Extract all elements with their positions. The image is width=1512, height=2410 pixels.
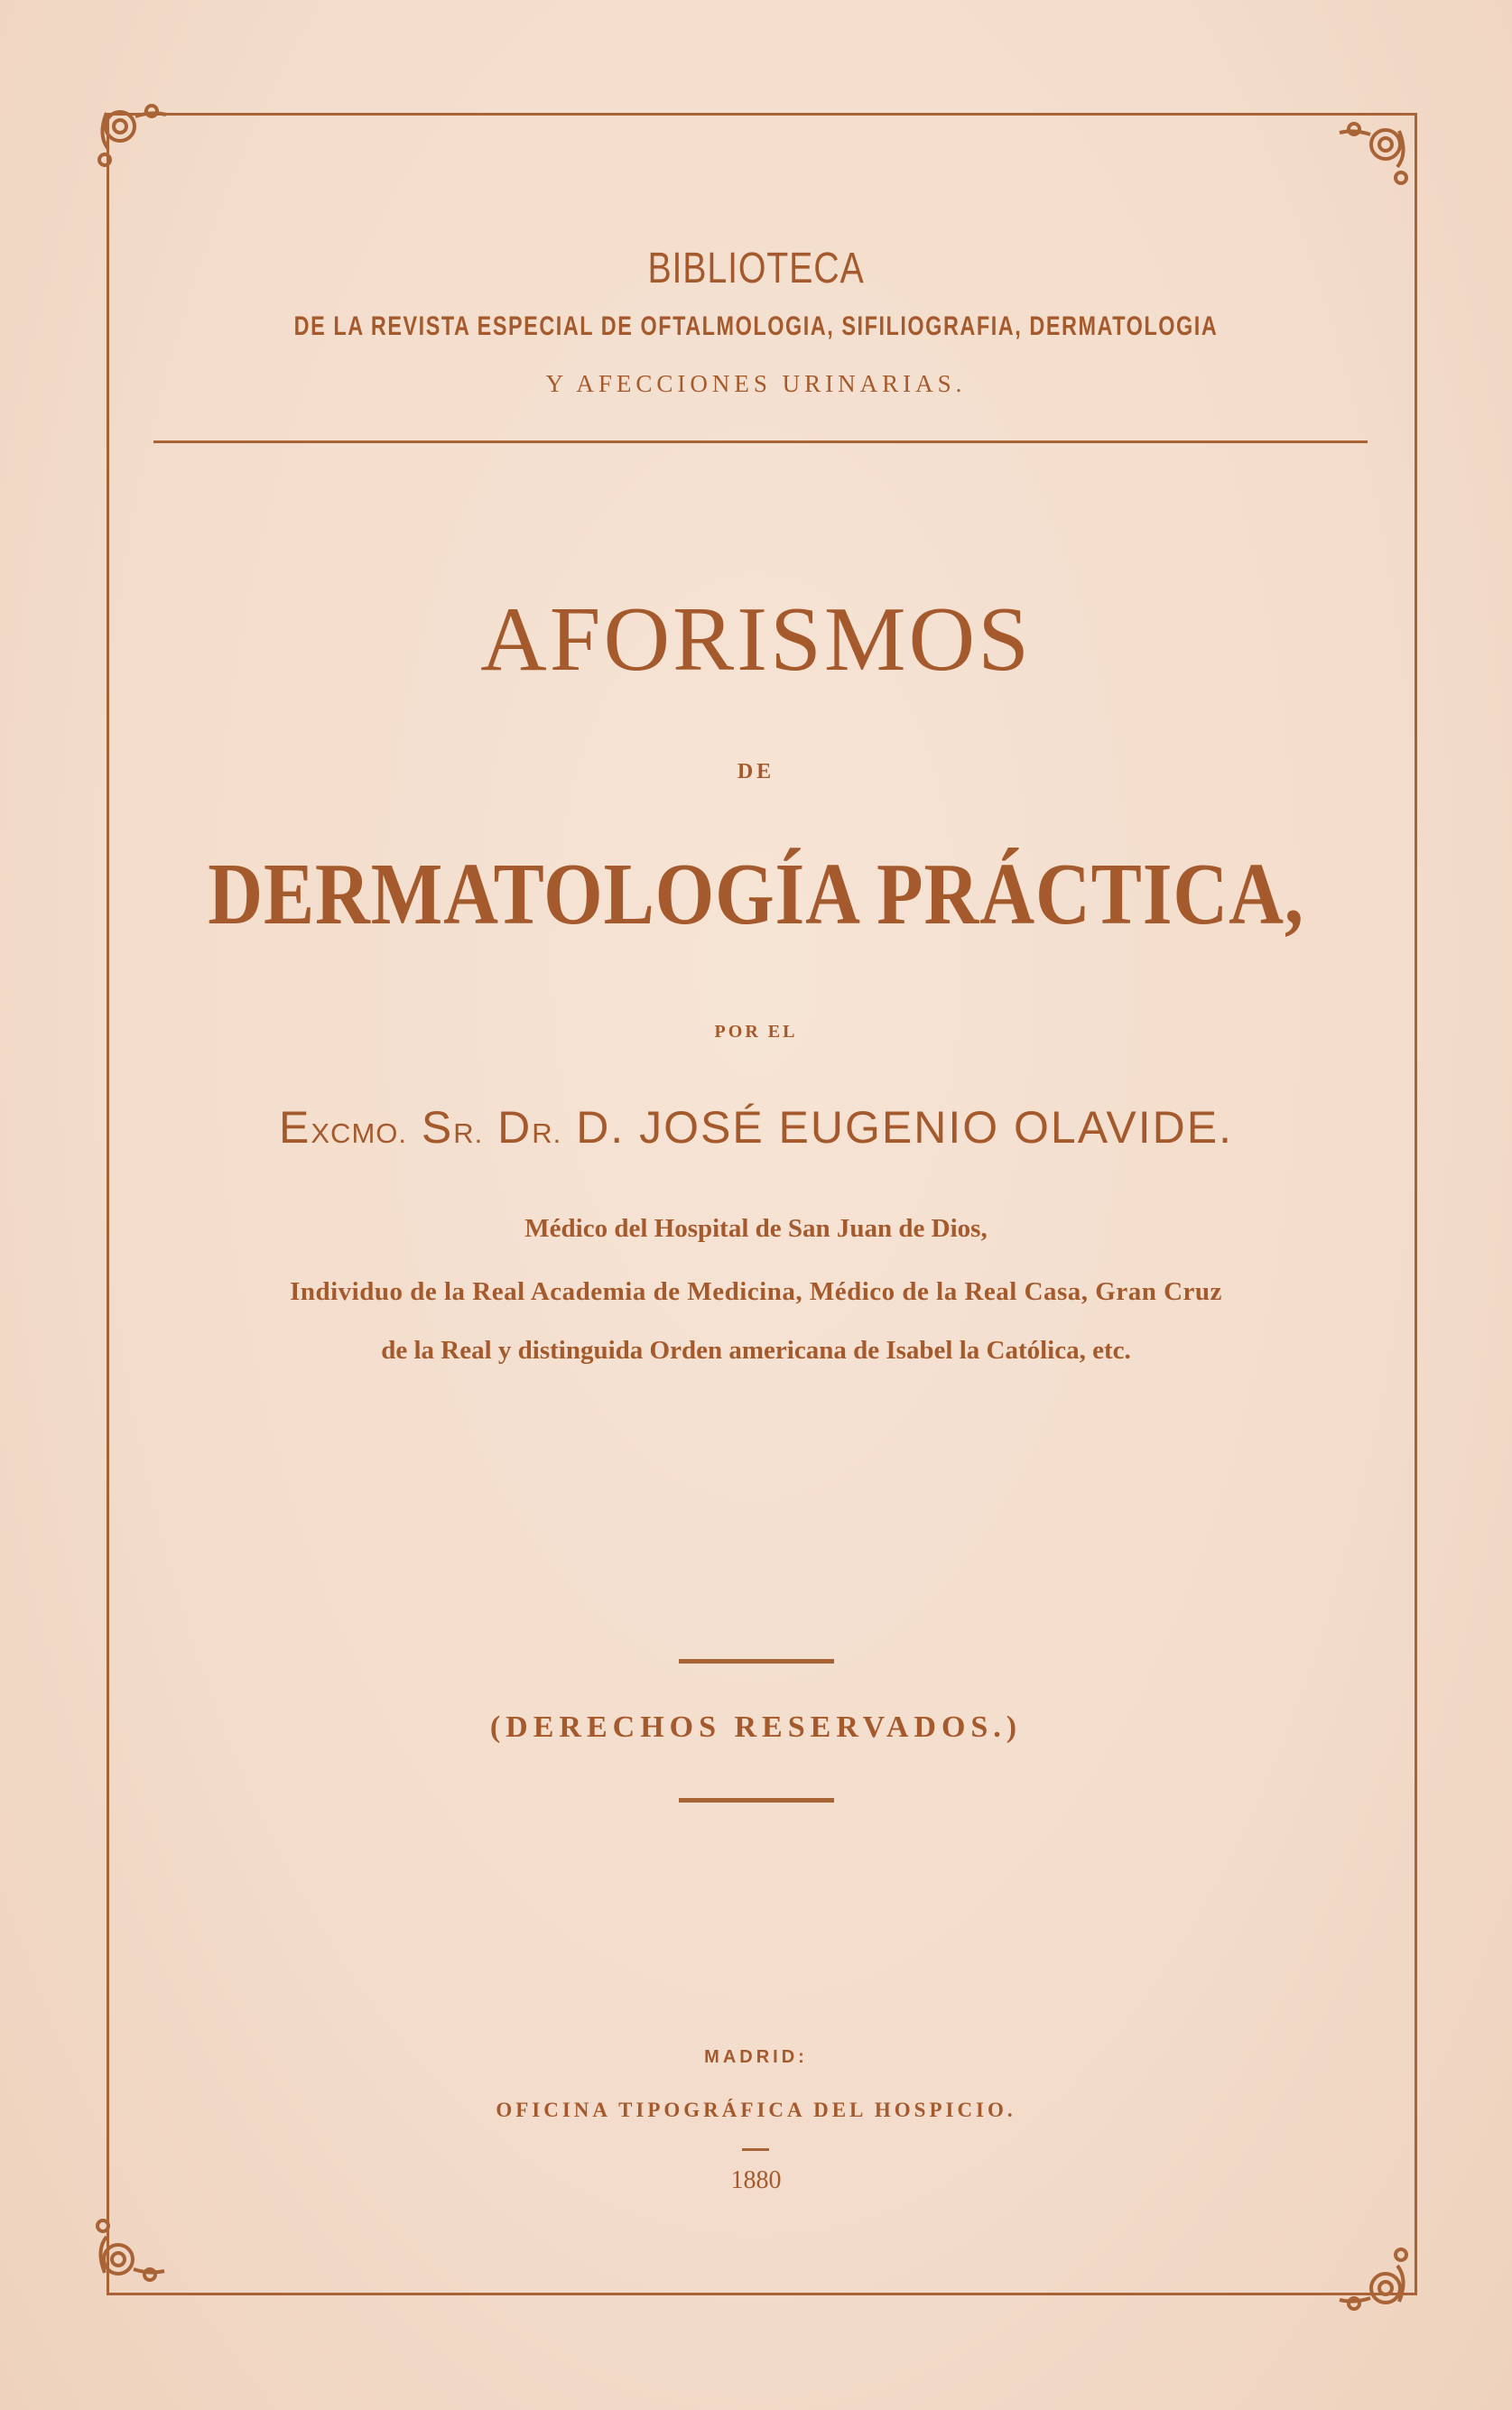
author-credential: Médico del Hospital de San Juan de Dios, [524, 1214, 988, 1243]
honorific-initial: S [421, 1102, 454, 1153]
journal-name: DE LA REVISTA ESPECIAL DE OFTALMOLOGIA, SIFILIOGRAFIA, DERMATOLOGIA [293, 311, 1219, 341]
ornamental-rule [679, 1659, 834, 1664]
author-credential: de la Real y distinguida Orden americana de Isabel la Católica, etc. [381, 1336, 1131, 1365]
imprint-dash [742, 2148, 769, 2151]
title-connector: DE [737, 760, 775, 783]
honorific-rest: R. [453, 1117, 484, 1149]
header-divider [153, 440, 1368, 443]
imprint-city: MADRID: [704, 2047, 808, 2067]
author-name-line [0, 1101, 1512, 1154]
book-title: AFORISMOS [480, 589, 1032, 691]
corner-ornament-icon [1336, 2239, 1417, 2320]
series-title: BIBLIOTECA [647, 245, 865, 292]
author-name: D. JOSÉ EUGENIO OLAVIDE. [576, 1102, 1233, 1153]
honorific-rest: R. [532, 1117, 562, 1149]
ornamental-rule [679, 1798, 834, 1803]
honorific-rest: XCMO. [311, 1117, 407, 1149]
corner-ornament-icon [1336, 113, 1417, 194]
imprint-year: 1880 [730, 2166, 782, 2194]
byline-label: POR EL [714, 1022, 798, 1042]
honorific-initial: D [497, 1102, 533, 1153]
honorific-initial: E [279, 1102, 311, 1153]
corner-ornament-icon [87, 2210, 168, 2291]
author-credential: Individuo de la Real Academia de Medicina, Médico de la Real Casa, Gran Cruz [290, 1277, 1222, 1306]
rights-notice: (DERECHOS RESERVADOS.) [489, 1710, 1023, 1744]
corner-ornament-icon [88, 95, 170, 176]
book-subtitle: DERMATOLOGÍA PRÁCTICA, [208, 846, 1304, 943]
journal-name-continued: Y AFECCIONES URINARIAS. [545, 370, 967, 397]
imprint-printer: OFICINA TIPOGRÁFICA DEL HOSPICIO. [496, 2099, 1016, 2121]
